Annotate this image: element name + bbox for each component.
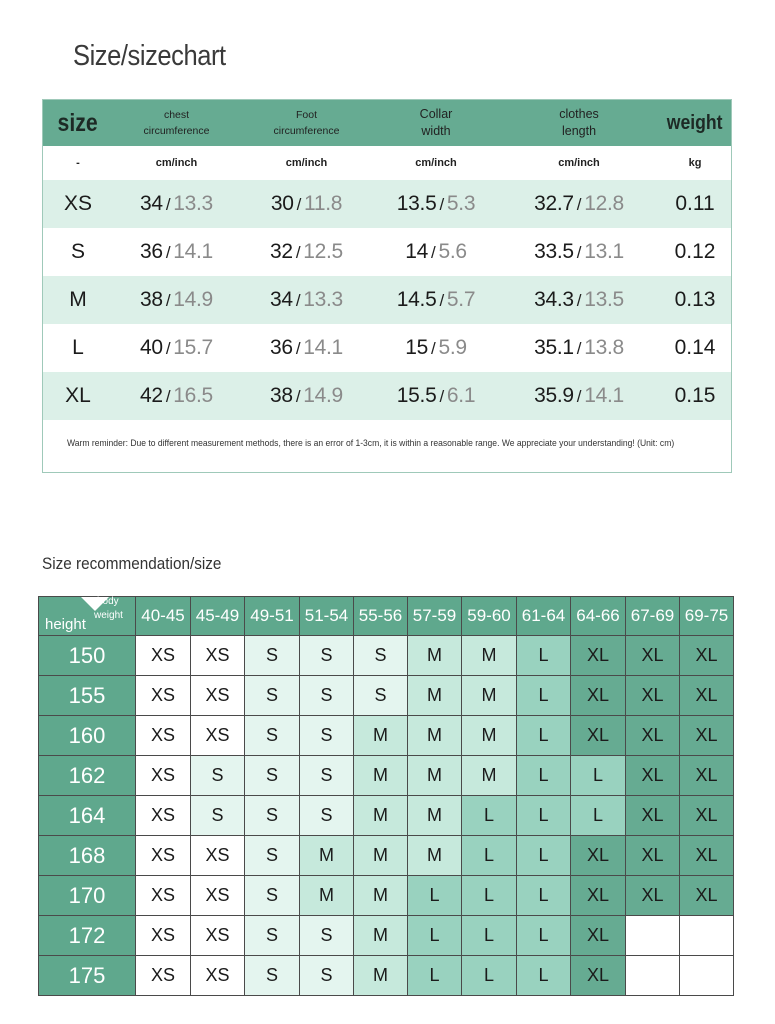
cm-value: 15 xyxy=(405,336,429,359)
cm-value: 42 xyxy=(140,384,163,407)
size-label: XL xyxy=(65,384,91,407)
size-row-xl xyxy=(43,372,731,420)
measurement-cell xyxy=(373,384,499,408)
inch-value: 14.9 xyxy=(173,288,213,311)
unit-size: - xyxy=(76,157,80,169)
size-cell: XL xyxy=(626,716,680,756)
size-cell: S xyxy=(245,756,300,796)
inch-value: 15.7 xyxy=(173,336,213,359)
weight-value: 0.15 xyxy=(674,384,716,407)
size-cell: S xyxy=(300,716,354,756)
cm-value: 30 xyxy=(270,192,294,215)
weight-value: 0.11 xyxy=(675,192,715,215)
measurement-cell xyxy=(499,192,659,216)
size-cell: L xyxy=(517,796,571,836)
height-label: 164 xyxy=(39,796,136,836)
size-cell: XL xyxy=(680,876,734,916)
size-label: XS xyxy=(63,192,92,215)
size-cell: XS xyxy=(136,636,191,676)
corner-weight-label-2: weight xyxy=(94,610,123,621)
separator: / xyxy=(576,339,582,358)
height-label: 162 xyxy=(39,756,136,796)
size-cell: L xyxy=(462,916,517,956)
size-cell: L xyxy=(571,796,626,836)
measurement-cell xyxy=(113,336,240,360)
size-cell: S xyxy=(245,796,300,836)
size-label: M xyxy=(69,288,87,311)
inch-value: 13.3 xyxy=(303,288,343,311)
size-cell: L xyxy=(462,796,517,836)
height-label: 172 xyxy=(39,916,136,956)
height-row-162 xyxy=(39,756,734,796)
size-cell: L xyxy=(517,876,571,916)
inch-value: 5.6 xyxy=(438,240,467,263)
size-cell: L xyxy=(517,676,571,716)
separator: / xyxy=(165,291,171,310)
header-size: size xyxy=(57,108,99,137)
weight-range-header: 40-45 xyxy=(136,597,191,636)
header-collar: Collar width xyxy=(419,107,453,138)
size-cell: XS xyxy=(191,876,245,916)
size-cell: XS xyxy=(191,956,245,996)
measurement-cell xyxy=(499,336,659,360)
size-label: S xyxy=(70,240,85,263)
size-cell: S xyxy=(300,636,354,676)
height-row-164 xyxy=(39,796,734,836)
inch-value: 13.1 xyxy=(584,240,624,263)
size-cell: XL xyxy=(680,796,734,836)
measurement-cell xyxy=(240,288,373,312)
separator: / xyxy=(439,291,444,310)
size-cell: L xyxy=(571,756,626,796)
size-cell: L xyxy=(408,876,462,916)
empty-cell xyxy=(626,916,680,956)
size-cell: M xyxy=(300,876,354,916)
height-row-150 xyxy=(39,636,734,676)
separator: / xyxy=(295,339,301,358)
weight-value: 0.12 xyxy=(674,240,716,263)
weight-range-header: 45-49 xyxy=(191,597,245,636)
separator: / xyxy=(165,195,171,214)
inch-value: 11.8 xyxy=(304,192,343,215)
height-row-175 xyxy=(39,956,734,996)
size-cell: XL xyxy=(626,756,680,796)
size-cell: XL xyxy=(571,956,626,996)
separator: / xyxy=(576,195,582,214)
separator: / xyxy=(439,195,444,214)
height-label: 168 xyxy=(39,836,136,876)
size-cell: XL xyxy=(571,916,626,956)
size-cell: XL xyxy=(571,716,626,756)
size-cell: XS xyxy=(136,956,191,996)
cm-value: 38 xyxy=(270,384,293,407)
size-cell: XS xyxy=(136,716,191,756)
height-row-168 xyxy=(39,836,734,876)
size-cell: S xyxy=(300,796,354,836)
size-cell: S xyxy=(300,916,354,956)
weight-range-header: 61-64 xyxy=(517,597,571,636)
measurement-cell xyxy=(113,384,240,408)
size-cell: S xyxy=(245,676,300,716)
size-cell: XL xyxy=(571,636,626,676)
cm-value: 34 xyxy=(270,288,293,311)
size-cell: L xyxy=(462,956,517,996)
unit-collar: cm/inch xyxy=(415,157,457,169)
size-cell: XS xyxy=(136,756,191,796)
size-cell: XL xyxy=(626,676,680,716)
size-cell: XL xyxy=(680,676,734,716)
separator: / xyxy=(431,339,436,358)
cm-value: 35.9 xyxy=(534,384,574,407)
weight-range-header: 55-56 xyxy=(354,597,408,636)
cm-value: 40 xyxy=(140,336,163,359)
size-cell: S xyxy=(354,676,408,716)
unit-weight: kg xyxy=(688,157,702,169)
separator: / xyxy=(165,243,171,262)
size-cell: M xyxy=(462,676,517,716)
cm-value: 34.3 xyxy=(534,288,574,311)
measurement-cell xyxy=(373,288,499,312)
height-label: 160 xyxy=(39,716,136,756)
size-label: L xyxy=(72,336,84,359)
separator: / xyxy=(296,195,302,214)
empty-cell xyxy=(680,956,734,996)
height-row-172 xyxy=(39,916,734,956)
separator: / xyxy=(165,387,171,406)
size-cell: XL xyxy=(571,876,626,916)
empty-cell xyxy=(680,916,734,956)
cm-value: 36 xyxy=(140,240,163,263)
size-row-l xyxy=(43,324,731,372)
size-cell: S xyxy=(245,636,300,676)
size-cell: XL xyxy=(680,756,734,796)
size-cell: L xyxy=(517,636,571,676)
measurement-cell xyxy=(113,192,240,216)
size-cell: XS xyxy=(191,636,245,676)
size-cell: M xyxy=(354,916,408,956)
height-row-160 xyxy=(39,716,734,756)
size-cell: S xyxy=(191,756,245,796)
header-weight: weight xyxy=(667,111,723,134)
empty-cell xyxy=(626,956,680,996)
unit-chest: cm/inch xyxy=(155,157,198,169)
size-cell: M xyxy=(354,956,408,996)
inch-value: 13.8 xyxy=(584,336,624,359)
size-cell: L xyxy=(462,836,517,876)
separator: / xyxy=(576,387,582,406)
page-title: Size/sizechart xyxy=(73,40,226,72)
separator: / xyxy=(295,291,301,310)
size-row-m xyxy=(43,276,731,324)
inch-value: 5.9 xyxy=(438,336,467,359)
size-cell: M xyxy=(408,676,462,716)
inch-value: 13.3 xyxy=(173,192,213,215)
unit-foot: cm/inch xyxy=(285,157,328,169)
cm-value: 14 xyxy=(405,240,429,263)
inch-value: 5.7 xyxy=(446,288,476,311)
header-length: clothes length xyxy=(559,107,599,138)
cm-value: 38 xyxy=(140,288,163,311)
inch-value: 14.9 xyxy=(303,384,343,407)
size-cell: L xyxy=(517,716,571,756)
size-cell: M xyxy=(354,756,408,796)
size-chart-units xyxy=(43,146,731,180)
size-row-xs xyxy=(43,180,731,228)
size-cell: XL xyxy=(571,836,626,876)
measurement-cell xyxy=(499,384,659,408)
inch-value: 12.8 xyxy=(584,192,624,215)
size-cell: M xyxy=(408,836,462,876)
size-cell: XS xyxy=(191,676,245,716)
size-cell: XL xyxy=(680,836,734,876)
size-cell: M xyxy=(408,756,462,796)
measurement-cell xyxy=(240,336,373,360)
size-row-s xyxy=(43,228,731,276)
size-cell: L xyxy=(517,836,571,876)
size-cell: S xyxy=(245,956,300,996)
separator: / xyxy=(431,243,436,262)
size-cell: XS xyxy=(136,836,191,876)
measurement-cell xyxy=(373,336,499,360)
size-cell: S xyxy=(191,796,245,836)
weight-value: 0.14 xyxy=(674,336,716,359)
cm-value: 33.5 xyxy=(534,240,574,263)
size-cell: XS xyxy=(136,676,191,716)
weight-value: 0.13 xyxy=(674,288,716,311)
size-cell: XL xyxy=(626,636,680,676)
separator: / xyxy=(439,387,444,406)
measurement-cell xyxy=(240,240,373,264)
cm-value: 34 xyxy=(140,192,163,215)
size-cell: XS xyxy=(136,876,191,916)
separator: / xyxy=(576,291,582,310)
size-cell: XL xyxy=(680,636,734,676)
measurement-cell xyxy=(499,288,659,312)
size-cell: M xyxy=(408,716,462,756)
size-cell: S xyxy=(245,716,300,756)
size-cell: XS xyxy=(191,716,245,756)
size-cell: L xyxy=(517,956,571,996)
unit-length: cm/inch xyxy=(558,157,600,169)
inch-value: 14.1 xyxy=(303,336,343,359)
separator: / xyxy=(165,339,171,358)
size-cell: L xyxy=(517,756,571,796)
size-cell: L xyxy=(517,916,571,956)
weight-header-row xyxy=(39,597,734,636)
cm-value: 13.5 xyxy=(396,192,437,215)
size-cell: XL xyxy=(626,836,680,876)
measurement-cell xyxy=(373,240,499,264)
weight-range-header: 57-59 xyxy=(408,597,462,636)
measurement-cell xyxy=(499,240,659,264)
recommendation-title: Size recommendation/size xyxy=(42,554,222,573)
size-cell: XS xyxy=(191,916,245,956)
cm-value: 32.7 xyxy=(534,192,574,215)
size-cell: M xyxy=(354,836,408,876)
table-corner xyxy=(39,597,136,636)
size-cell: M xyxy=(300,836,354,876)
height-label: 150 xyxy=(39,636,136,676)
cm-value: 32 xyxy=(270,240,293,263)
inch-value: 5.3 xyxy=(446,192,476,215)
size-cell: XL xyxy=(680,716,734,756)
size-cell: M xyxy=(462,716,517,756)
cm-value: 15.5 xyxy=(396,384,437,407)
separator: / xyxy=(576,243,582,262)
measurement-cell xyxy=(113,288,240,312)
cm-value: 36 xyxy=(270,336,293,359)
inch-value: 14.1 xyxy=(173,240,213,263)
size-cell: S xyxy=(245,876,300,916)
header-foot: Foot circumference xyxy=(273,109,340,137)
size-cell: S xyxy=(245,836,300,876)
height-label: 175 xyxy=(39,956,136,996)
header-chest: chest circumference xyxy=(143,109,210,137)
size-cell: M xyxy=(354,876,408,916)
size-cell: XS xyxy=(136,796,191,836)
weight-range-header: 69-75 xyxy=(680,597,734,636)
separator: / xyxy=(295,243,301,262)
size-cell: M xyxy=(354,716,408,756)
size-cell: M xyxy=(408,636,462,676)
weight-range-header: 49-51 xyxy=(245,597,300,636)
corner-height-label: height xyxy=(45,616,86,633)
measurement-cell xyxy=(240,192,373,216)
height-label: 170 xyxy=(39,876,136,916)
separator: / xyxy=(295,387,301,406)
size-recommendation-table xyxy=(38,596,734,996)
size-cell: S xyxy=(245,916,300,956)
size-chart-header xyxy=(43,100,731,146)
inch-value: 16.5 xyxy=(173,384,213,407)
size-cell: M xyxy=(462,756,517,796)
height-row-155 xyxy=(39,676,734,716)
weight-range-header: 59-60 xyxy=(462,597,517,636)
size-cell: XL xyxy=(626,876,680,916)
measurement-cell xyxy=(373,192,499,216)
size-cell: S xyxy=(300,956,354,996)
measurement-cell xyxy=(240,384,373,408)
size-cell: M xyxy=(354,796,408,836)
cm-value: 35.1 xyxy=(534,336,574,359)
size-cell: S xyxy=(300,676,354,716)
corner-weight-label-1: body xyxy=(97,596,119,607)
size-cell: XS xyxy=(191,836,245,876)
inch-value: 12.5 xyxy=(303,240,343,263)
inch-value: 14.1 xyxy=(584,384,624,407)
size-cell: L xyxy=(408,916,462,956)
size-cell: M xyxy=(462,636,517,676)
warm-reminder-note: Warm reminder: Due to different measurement methods, there is an error of 1-3cm, it is within a reasonable range. We appreciate your understanding! (Unit: cm) xyxy=(67,438,675,449)
size-cell: XS xyxy=(136,916,191,956)
inch-value: 13.5 xyxy=(584,288,624,311)
size-chart xyxy=(42,99,732,473)
height-row-170 xyxy=(39,876,734,916)
size-cell: S xyxy=(300,756,354,796)
size-cell: M xyxy=(408,796,462,836)
size-cell: L xyxy=(462,876,517,916)
inch-value: 6.1 xyxy=(446,384,476,407)
weight-range-header: 51-54 xyxy=(300,597,354,636)
measurement-cell xyxy=(113,240,240,264)
size-cell: S xyxy=(354,636,408,676)
weight-range-header: 67-69 xyxy=(626,597,680,636)
size-cell: XL xyxy=(626,796,680,836)
height-label: 155 xyxy=(39,676,136,716)
cm-value: 14.5 xyxy=(396,288,437,311)
size-cell: L xyxy=(408,956,462,996)
weight-range-header: 64-66 xyxy=(571,597,626,636)
size-cell: XL xyxy=(571,676,626,716)
